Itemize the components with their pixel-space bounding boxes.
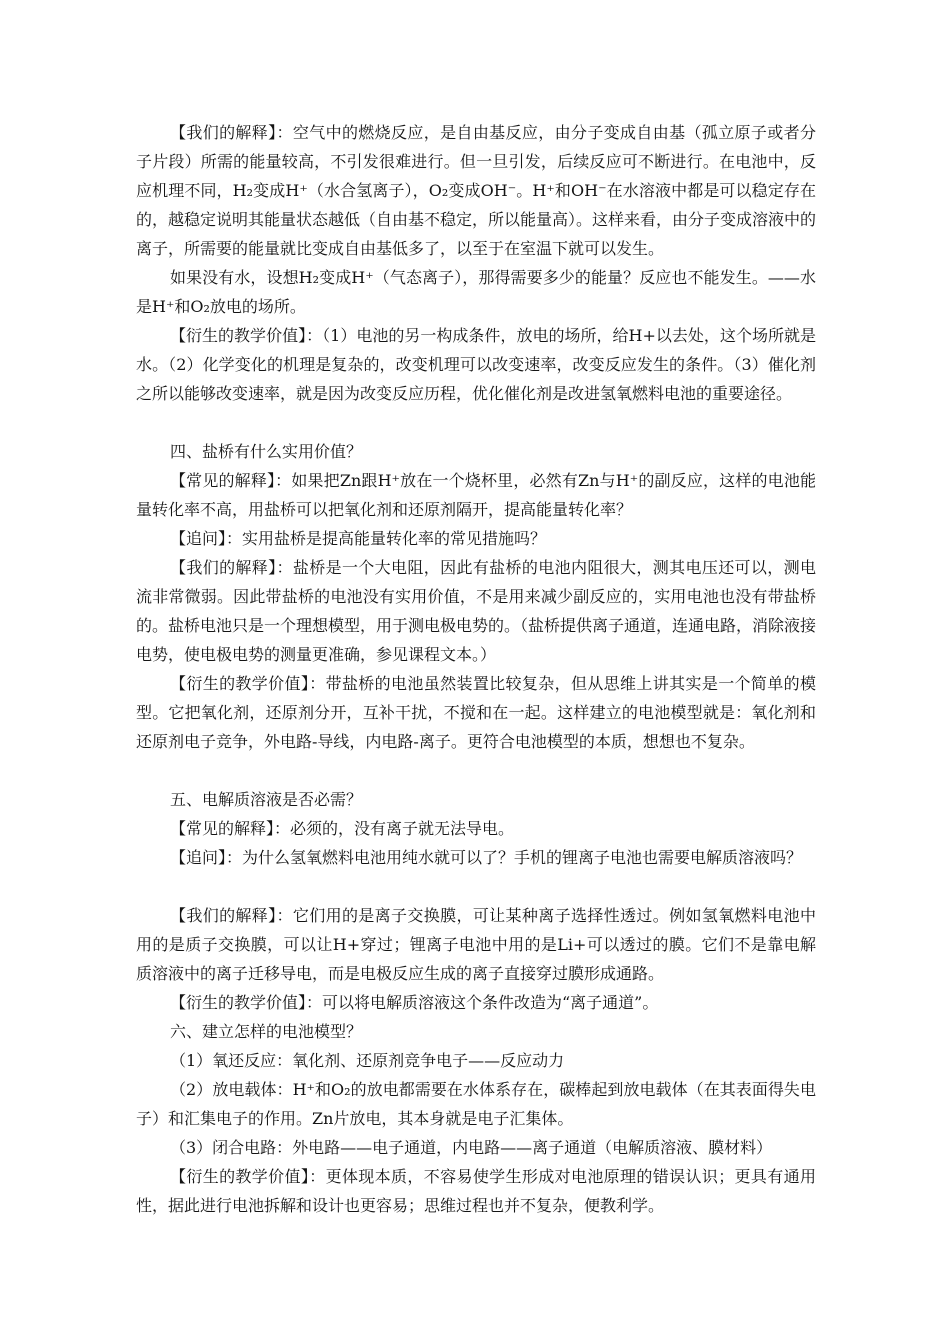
section-heading-battery-model: 六、建立怎样的电池模型？ [170,1022,363,1041]
paragraph-teaching-value-salt-bridge: 【衍生的教学价值】：带盐桥的电池虽然装置比较复杂，但从思维上讲其实是一个简单的模型。它把氧化剂，还原剂分开，互补干扰，不搅和在一起。这样建立的电池模型就是：氧化剂和还原剂电子竞争，外电路-导线，内电路-离子。更符合电池模型的本质，想想也不复杂。 [136,674,816,751]
paragraph-common-explanation-salt-bridge: 【常见的解释】：如果把Zn跟H⁺放在一个烧杯里，必然有Zn与H⁺的副反应，这样的电池能量转化率不高，用盐桥可以把氧化剂和还原剂隔开，提高能量转化率？ [136,471,816,519]
paragraph-teaching-value-water: 【衍生的教学价值】：（1）电池的另一构成条件，放电的场所，给H+以去处，这个场所就是水。（2）化学变化的机理是复杂的，改变机理可以改变速率，改变反应发生的条件。（3）催化剂之所以能够改变速率，就是因为改变反应历程，优化催化剂是改进氢氧燃料电池的重要途径。 [136,326,816,403]
section-heading-electrolyte: 五、电解质溶液是否必需？ [170,790,363,809]
paragraph-teaching-value-ion-channel: 【衍生的教学价值】：可以将电解质溶液这个条件改造为“离子通道”。 [170,993,659,1012]
paragraph-follow-up-salt-bridge: 【追问】：实用盐桥是提高能量转化率的常见措施吗？ [170,529,547,548]
paragraph-follow-up-electrolyte: 【追问】：为什么氢氧燃料电池用纯水就可以了？手机的锂离子电池也需要电解质溶液吗？ [170,848,803,867]
paragraph-teaching-value-model: 【衍生的教学价值】：更体现本质，不容易使学生形成对电池原理的错误认识；更具有通用性，据此进行电池拆解和设计也更容易；思维过程也并不复杂，便教利学。 [136,1167,816,1215]
list-item-discharge-carrier: （2）放电载体：H⁺和O₂的放电都需要在水体系存在，碳棒起到放电载体（在其表面得失电子）和汇集电子的作用。Zn片放电，其本身就是电子汇集体。 [136,1080,816,1128]
paragraph-our-explanation-combustion: 【我们的解释】：空气中的燃烧反应，是自由基反应，由分子变成自由基（孤立原子或者分子片段）所需的能量较高，不引发很难进行。但一旦引发，后续反应可不断进行。在电池中，反应机理不同，H₂变成H⁺（水合氢离子），O₂变成OH⁻。H⁺和OH⁻在水溶液中都是可以稳定存在的，越稳定说明其能量状态越低（自由基不稳定，所以能量高）。这样来看，由分子变成溶液中的离子，所需要的能量就比变成自由基低多了，以至于在室温下就可以发生。 [136,123,817,258]
list-item-redox-reaction: （1）氧还反应：氧化剂、还原剂竞争电子——反应动力 [170,1051,565,1070]
list-item-closed-circuit: （3）闭合电路：外电路——电子通道，内电路——离子通道（电解质溶液、膜材料） [170,1138,773,1157]
paragraph-our-explanation-salt-bridge: 【我们的解释】：盐桥是一个大电阻，因此有盐桥的电池内阻很大，测其电压还可以，测电流非常微弱。因此带盐桥的电池没有实用价值，不是用来减少副反应的，实用电池也没有带盐桥的。盐桥电池只是一个理想模型，用于测电极电势的。（盐桥提供离子通道，连通电路，消除液接电势，使电极电势的测量更准确，参见课程文本。） [136,558,817,664]
paragraph-our-explanation-membrane: 【我们的解释】：它们用的是离子交换膜，可让某种离子选择性透过。例如氢氧燃料电池中用的是质子交换膜，可以让H+穿过；锂离子电池中用的是Li+可以透过的膜。它们不是靠电解质溶液中的离子迁移导电，而是电极反应生成的离子直接穿过膜形成通路。 [136,906,816,983]
section-heading-salt-bridge: 四、盐桥有什么实用价值？ [170,442,363,461]
paragraph-without-water: 如果没有水，设想H₂变成H⁺（气态离子），那得需要多少的能量？反应也不能发生。——水是H⁺和O₂放电的场所。 [136,268,816,316]
paragraph-common-explanation-electrolyte: 【常见的解释】：必须的，没有离子就无法导电。 [170,819,515,838]
